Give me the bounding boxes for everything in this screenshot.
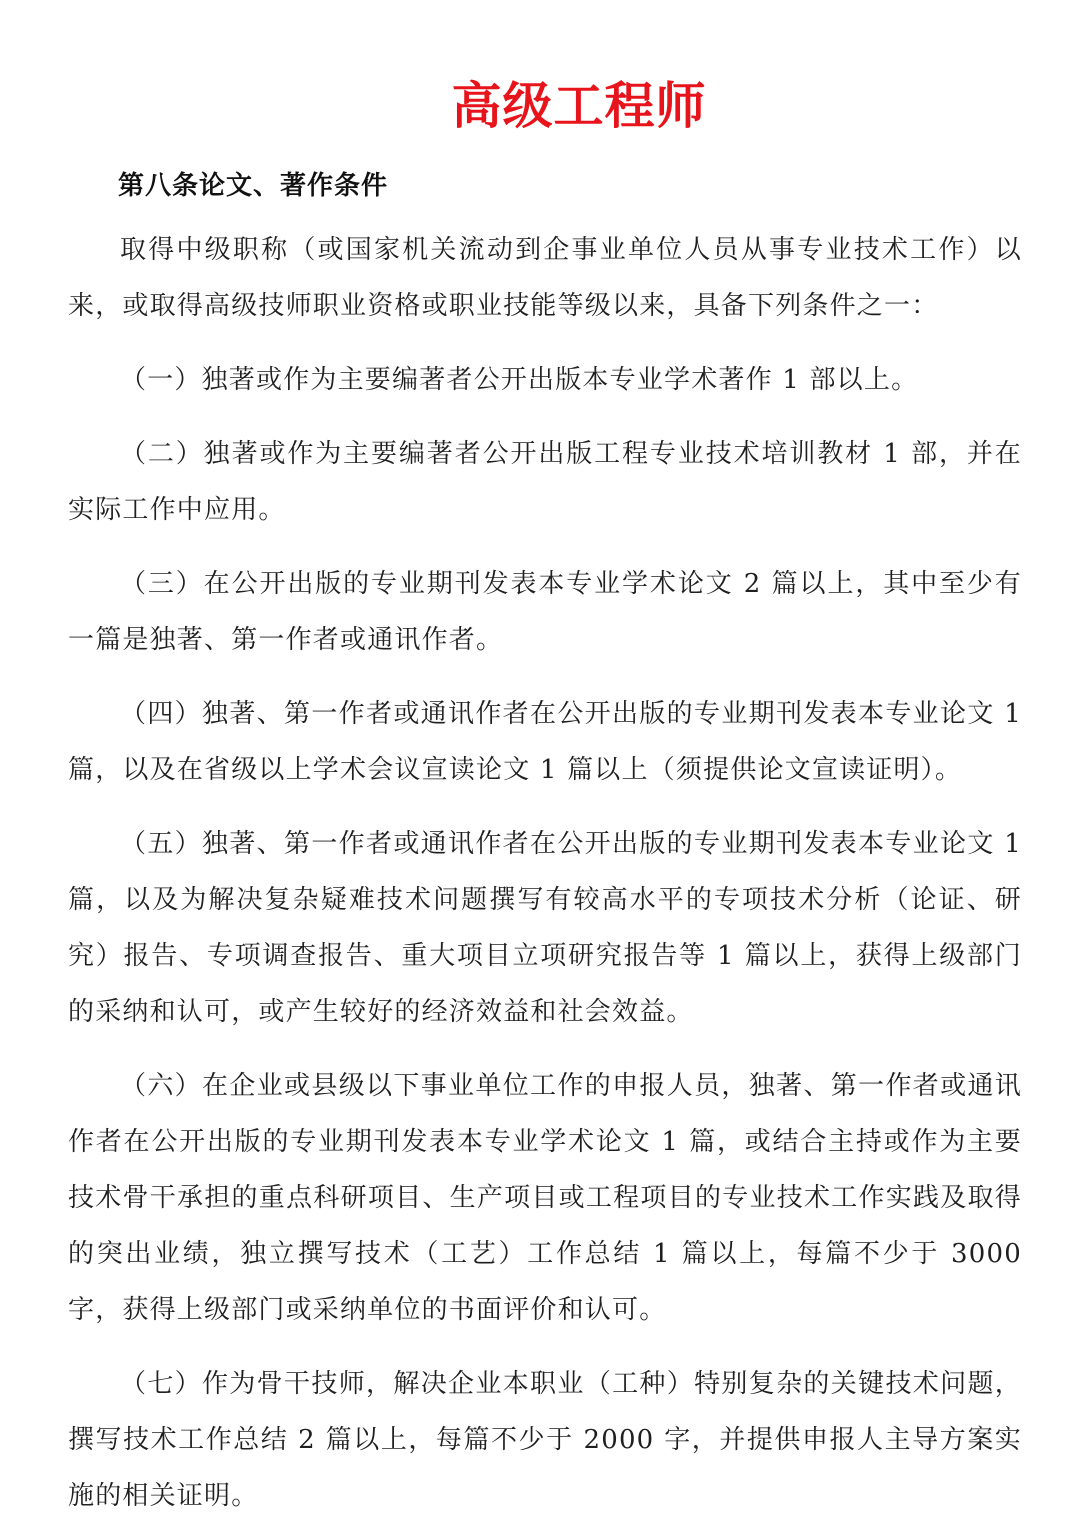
condition-item-2: （二）独著或作为主要编著者公开出版工程专业技术培训教材 1 部，并在实际工作中应用。 [68,439,1022,525]
condition-item-4: （四）独著、第一作者或通讯作者在公开出版的专业期刊发表本专业论文 1 篇，以及在省级以上学术会议宣读论文 1 篇以上（须提供论文宣读证明）。 [68,699,1022,785]
section-heading: 第八条论文、著作条件 [118,171,389,201]
document-title: 高级工程师 [451,77,707,135]
intro-paragraph: 取得中级职称（或国家机关流动到企事业单位人员从事专业技术工作）以来，或取得高级技师职业资格或职业技能等级以来，具备下列条件之一： [68,235,1022,321]
condition-item-7: （七）作为骨干技师，解决企业本职业（工种）特别复杂的关键技术问题，撰写技术工作总结 2 篇以上，每篇不少于 2000 字，并提供申报人主导方案实施的相关证明。 [68,1369,1022,1511]
condition-item-1: （一）独著或作为主要编著者公开出版本专业学术著作 1 部以上。 [120,365,919,395]
condition-item-5: （五）独著、第一作者或通讯作者在公开出版的专业期刊发表本专业论文 1 篇，以及为解决复杂疑难技术问题撰写有较高水平的专项技术分析（论证、研究）报告、专项调查报告、重大项目立项研究报告等 1 篇以上，获得上级部门的采纳和认可，或产生较好的经济效益和社会效益。 [68,829,1022,1027]
condition-item-3: （三）在公开出版的专业期刊发表本专业学术论文 2 篇以上，其中至少有一篇是独著、第一作者或通讯作者。 [68,569,1022,655]
condition-item-6: （六）在企业或县级以下事业单位工作的申报人员，独著、第一作者或通讯作者在公开出版的专业期刊发表本专业学术论文 1 篇，或结合主持或作为主要技术骨干承担的重点科研项目、生产项目或工程项目的专业技术工作实践及取得的突出业绩，独立撰写技术（工艺）工作总结 1 篇以上，每篇不少于 3000 字，获得上级部门或采纳单位的书面评价和认可。 [68,1071,1022,1325]
